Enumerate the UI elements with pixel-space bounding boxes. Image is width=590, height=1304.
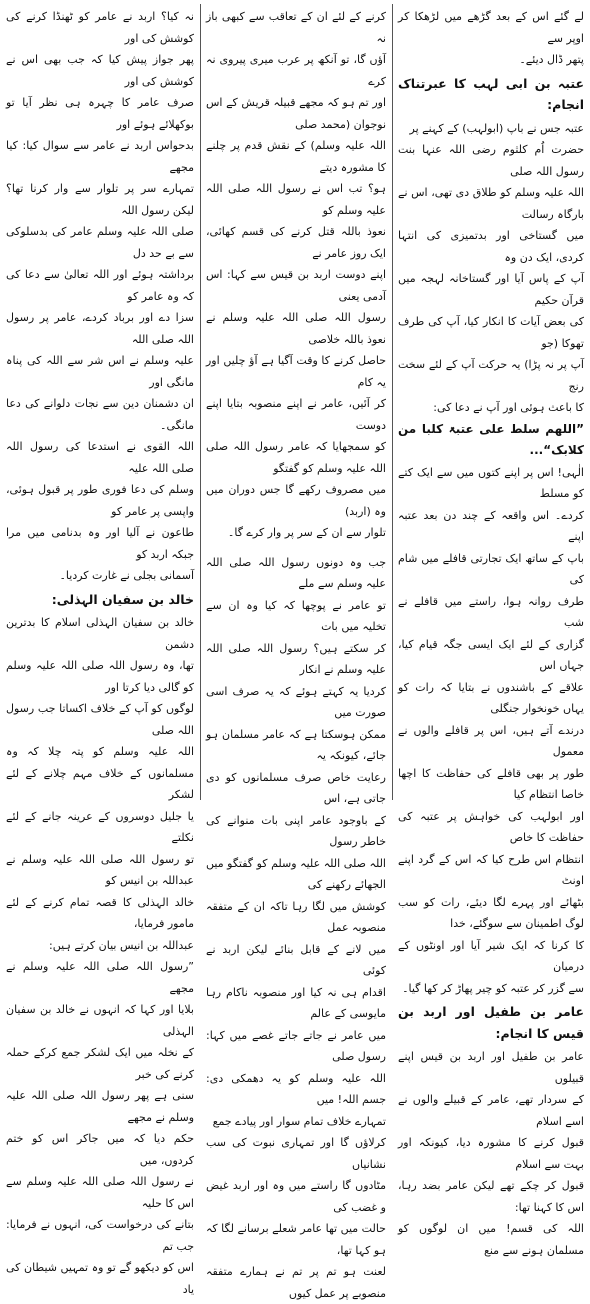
prayer-text: ”اللھم سلط علی عتبۃ کلبا من کلابک“... bbox=[398, 419, 584, 462]
text-line: عتبہ جس نے باپ (ابولہب) کے کہنے پر bbox=[398, 118, 584, 140]
text-line: حکم دیا کہ میں جاکر اس کو ختم کردوں، میں bbox=[6, 1128, 194, 1171]
text-line: قبول کر چکے تھے لیکن عامر بضد رہا، اس کا کہنا تھا: bbox=[398, 1175, 584, 1218]
text-line: میں مصروف رکھے گا جس دوران میں وہ (اربد) bbox=[206, 479, 386, 522]
text-line: کا باعث ہوئی اور آپ نے دعا کی: bbox=[398, 397, 584, 419]
text-line: تو رسول اللہ صلی اللہ علیہ وسلم نے عبداللہ بن انیس کو bbox=[6, 849, 194, 892]
text-line: اللہ علیہ وسلم کو یہ دھمکی دی: جسم اللہ! میں bbox=[206, 1068, 386, 1111]
right-column bbox=[392, 0, 590, 800]
text-line: کے نخلہ میں ایک لشکر جمع کرکے حملہ کرنے کی خبر bbox=[6, 1042, 194, 1085]
text-line: تمہارے خلاف تمام سوار اور پیادے جمع bbox=[206, 1111, 386, 1133]
text-line: گزاری کے لئے ایک ایسی جگہ قیام کیا، جہاں اس bbox=[398, 634, 584, 677]
text-line: اللہ القوی نے استدعا کی رسول اللہ صلی اللہ علیہ bbox=[6, 436, 194, 479]
text-line: ممکن ہوسکتا ہے کہ عامر مسلمان ہو جائے، کیونکہ یہ bbox=[206, 724, 386, 767]
text-line: برداشتہ ہوئے اور اللہ تعالیٰ سے دعا کی کہ وہ عامر کو bbox=[6, 264, 194, 307]
text-line: اللہ علیہ وسلم کو طلاق دی تھی، اس نے بارگاہ رسالت bbox=[398, 182, 584, 225]
text-line: تمہارے سر پر تلوار سے وار کرنا تھا؟ لیکن رسول اللہ bbox=[6, 178, 194, 221]
text-line: بدحواس اربد نے عامر سے سوال کیا: کیا مجھے bbox=[6, 135, 194, 178]
text-line: مٹادوں گا راستے میں وہ اور اربد غیض و غضب کی bbox=[206, 1175, 386, 1218]
text-line: جب وہ دونوں رسول اللہ صلی اللہ علیہ وسلم سے ملے bbox=[206, 552, 386, 595]
text-line: کر سکتے ہیں؟ رسول اللہ صلی اللہ علیہ وسلم نے انکار bbox=[206, 638, 386, 681]
text-line: تلوار سے ان کے سر پر وار کرے گا۔ bbox=[206, 522, 386, 544]
text-line: اللہ علیہ وسلم) کے نقش قدم پر چلنے کا مشورہ دیتے bbox=[206, 135, 386, 178]
text-line: صلی اللہ علیہ وسلم عامر کی بدسلوکی سے بے حد دل bbox=[6, 221, 194, 264]
text-line: طاعون نے آلیا اور وہ بدنامی میں مرا جبکہ اربد کو bbox=[6, 522, 194, 565]
section-heading: عتبہ بن ابی لہب کا عبرتناک انجام: bbox=[398, 73, 584, 116]
text-line: قبول کرنے کا مشورہ دیا، کیونکہ اور بہت سے اسلام bbox=[398, 1132, 584, 1175]
paragraph bbox=[6, 6, 194, 587]
text-line: عامر بن طفیل اور اربد بن قیس اپنے قبیلوں bbox=[398, 1046, 584, 1089]
text-line: بٹھائے اور پہرے لگا دیئے، رات کو سب لوگ اطمینان سے سوگئے، خدا bbox=[398, 892, 584, 935]
text-line: رسول اللہ صلی اللہ علیہ وسلم نے نعوذ باللہ خلاصی bbox=[206, 307, 386, 350]
text-line: طرف روانہ ہوا، راستے میں قافلے نے شب bbox=[398, 591, 584, 634]
text-line: اللہ علیہ وسلم کو پتہ چلا کہ وہ مسلمانوں کے خلاف مہم چلانے کے لئے لشکر bbox=[6, 741, 194, 806]
text-line: خالد الہذلی کا قصہ تمام کرنے کے لئے مامور فرمایا، bbox=[6, 892, 194, 935]
quote-block bbox=[6, 956, 194, 1300]
text-line: کر آئیں، عامر نے اپنے منصوبہ بتایا اپنے دوست bbox=[206, 393, 386, 436]
text-line: پتھر ڈال دیئے۔ bbox=[398, 49, 584, 71]
text-line: یا جلیل دوسروں کے عرینہ جانے کے لئے نکلتے bbox=[6, 806, 194, 849]
text-line: کی بعض آیات کا انکار کیا، آپ کی طرف تھوکا (جو bbox=[398, 311, 584, 354]
text-line: آپ پر نہ پڑا) یہ حرکت آپ کے لئے سخت رنج bbox=[398, 354, 584, 397]
text-line: باپ کے ساتھ ایک تجارتی قافلے میں شام کی bbox=[398, 548, 584, 591]
text-line: حاصل کرنے کا وقت آگیا ہے آؤ چلیں اور یہ کام bbox=[206, 350, 386, 393]
text-line: سنی ہے پھر رسول اللہ صلی اللہ علیہ وسلم نے مجھے bbox=[6, 1085, 194, 1128]
paragraph bbox=[206, 6, 386, 544]
text-line: نہ کیا؟ اربد نے عامر کو ٹھنڈا کرنے کی کوشش کی اور bbox=[6, 6, 194, 49]
text-line: میں گستاخی اور بدتمیزی کی انتہا کردی، ایک دن وہ bbox=[398, 225, 584, 268]
text-line: نے رسول اللہ صلی اللہ علیہ وسلم سے اس کا حلیہ bbox=[6, 1171, 194, 1214]
text-line: اللہ کی قسم! میں ان لوگوں کو مسلمان ہونے سے منع bbox=[398, 1218, 584, 1261]
paragraph bbox=[6, 612, 194, 956]
text-line: آؤں گا، تو آنکھ پر عرب میری پیروی نہ کرے bbox=[206, 49, 386, 92]
text-line: کوشش میں لگا رہا تاکہ ان کے متفقہ منصوبہ عمل bbox=[206, 896, 386, 939]
text-line: ہو؟ تب اس نے رسول اللہ صلی اللہ علیہ وسلم کو bbox=[206, 178, 386, 221]
text-line: وسلم کی دعا فوری طور پر قبول ہوئی، واپسی پر عامر کو bbox=[6, 479, 194, 522]
text-line: آسمانی بجلی نے غارت کردیا۔ bbox=[6, 565, 194, 587]
text-line: کرلاؤں گا اور تمہاری نبوت کی سب نشانیاں bbox=[206, 1132, 386, 1175]
text-line: میں لانے کے قابل بنائے لیکن اربد نے کوئی bbox=[206, 939, 386, 982]
paragraph bbox=[206, 552, 386, 1304]
text-line: لے گئے اس کے بعد گڑھے میں لڑھکا کر اوپر سے bbox=[398, 6, 584, 49]
text-line: ان دشمنان دین سے نجات دلوانے کی دعا مانگی۔ bbox=[6, 393, 194, 436]
text-line: اقدام ہی نہ کیا اور منصوبہ ناکام رہا مایوسی کے عالم bbox=[206, 982, 386, 1025]
paragraph bbox=[398, 1046, 584, 1261]
text-line: بلایا اور کہا کہ انہوں نے خالد بن سفیان الہذلی bbox=[6, 999, 194, 1042]
text-line: بتانے کی درخواست کی، انہوں نے فرمایا: جب تم bbox=[6, 1214, 194, 1257]
text-line: اپنے دوست اربد بن قیس سے کہا: اس آدمی یعنی bbox=[206, 264, 386, 307]
middle-column bbox=[200, 0, 392, 800]
text-line: سے گزر کر عتبہ کو چیر پھاڑ کر کھا گیا۔ bbox=[398, 978, 584, 1000]
text-line: اور تم ہو کہ مجھے قبیلہ قریش کے اس نوجوان (محمد صلی bbox=[206, 92, 386, 135]
text-line: علاقے کے باشندوں نے بتایا کہ رات کو یہاں خونخوار جنگلی bbox=[398, 677, 584, 720]
text-line: پھر جواز پیش کیا کہ جب بھی اس نے کوشش کی اور bbox=[6, 49, 194, 92]
text-line: علیہ وسلم نے اس شر سے اللہ کی پناہ مانگی اور bbox=[6, 350, 194, 393]
text-line: رعایت خاص صرف مسلمانوں کو دی جاتی ہے، اس bbox=[206, 767, 386, 810]
text-line: کے باوجود عامر اپنی بات منوانے کی خاطر رسول bbox=[206, 810, 386, 853]
section-heading: خالد بن سفیان الہذلی: bbox=[6, 589, 194, 611]
text-line: کا کرنا کہ ایک شیر آیا اور اونٹوں کے درمیان bbox=[398, 935, 584, 978]
text-line: لوگوں کو آپ کے خلاف اکساتا جب رسول اللہ صلی bbox=[6, 698, 194, 741]
text-line: لعنت ہو تم پر تم نے ہمارے متفقہ منصوبے پر عمل کیوں bbox=[206, 1261, 386, 1304]
text-line: ”رسول اللہ صلی اللہ علیہ وسلم نے مجھے bbox=[6, 956, 194, 999]
text-line: کے سردار تھے، عامر کے قبیلے والوں نے اسے اسلام bbox=[398, 1089, 584, 1132]
text-line: عبداللہ بن انیس بیان کرتے ہیں: bbox=[6, 935, 194, 957]
text-line: تھا، وہ رسول اللہ صلی اللہ علیہ وسلم کو گالی دیا کرتا اور bbox=[6, 655, 194, 698]
text-line: الٰہی! اس پر اپنے کتوں میں سے ایک کتے کو مسلط bbox=[398, 462, 584, 505]
text-line: کو سمجھایا کہ عامر رسول اللہ صلی اللہ علیہ وسلم کو گفتگو bbox=[206, 436, 386, 479]
text-line: اور ابولہب کی خواہش پر عتبہ کی حفاظت کا خاص bbox=[398, 806, 584, 849]
text-line: کردے۔ اس واقعہ کے چند دن بعد عتبہ اپنے bbox=[398, 505, 584, 548]
text-line: نعوذ باللہ قتل کرنے کی قسم کھائی، ایک روز عامر نے bbox=[206, 221, 386, 264]
text-line: تو عامر نے پوچھا کہ کیا وہ ان سے تخلیہ میں بات bbox=[206, 595, 386, 638]
text-line: حالت میں تھا عامر شعلے برسانے لگا کہ ہو کہا تھا، bbox=[206, 1218, 386, 1261]
text-line: کرنے کے لئے ان کے تعاقب سے کبھی باز نہ bbox=[206, 6, 386, 49]
text-line: کردیا یہ کہتے ہوئے کہ یہ صرف اسی صورت میں bbox=[206, 681, 386, 724]
text-line: صرف عامر کا چہرہ ہی نظر آیا تو بوکھلائے ہوئے اور bbox=[6, 92, 194, 135]
text-line: خالد بن سفیان الہذلی اسلام کا بدترین دشمن bbox=[6, 612, 194, 655]
text-line: انتظام اس طرح کیا کہ اس کے گرد اپنے اونٹ bbox=[398, 849, 584, 892]
paragraph bbox=[398, 118, 584, 419]
text-line: طور پر بھی قافلے کی حفاظت کا اچھا خاصا انتظام کیا bbox=[398, 763, 584, 806]
paragraph bbox=[398, 462, 584, 1000]
text-line: آپ کے پاس آیا اور گستاخانہ لہجہ میں قرآن حکیم bbox=[398, 268, 584, 311]
text-line: اس کو دیکھو گے تو وہ تمہیں شیطان کی یاد bbox=[6, 1257, 194, 1300]
text-line: درندے آتے ہیں، اس پر قافلے والوں نے معمول bbox=[398, 720, 584, 763]
text-line: اللہ صلی اللہ علیہ وسلم کو گفتگو میں الجھائے رکھنے کی bbox=[206, 853, 386, 896]
paragraph bbox=[398, 6, 584, 71]
text-line: حضرت اُم کلثوم رضی اللہ عنہا بنت رسول اللہ صلی bbox=[398, 139, 584, 182]
left-column bbox=[0, 0, 200, 800]
text-line: سزا دے اور برباد کردے، عامر پر رسول اللہ صلی اللہ bbox=[6, 307, 194, 350]
section-heading: عامر بن طفیل اور اربد بن قیس کا انجام: bbox=[398, 1001, 584, 1044]
text-line: میں عامر نے جاتے جاتے غصے میں کہا: رسول صلی bbox=[206, 1025, 386, 1068]
